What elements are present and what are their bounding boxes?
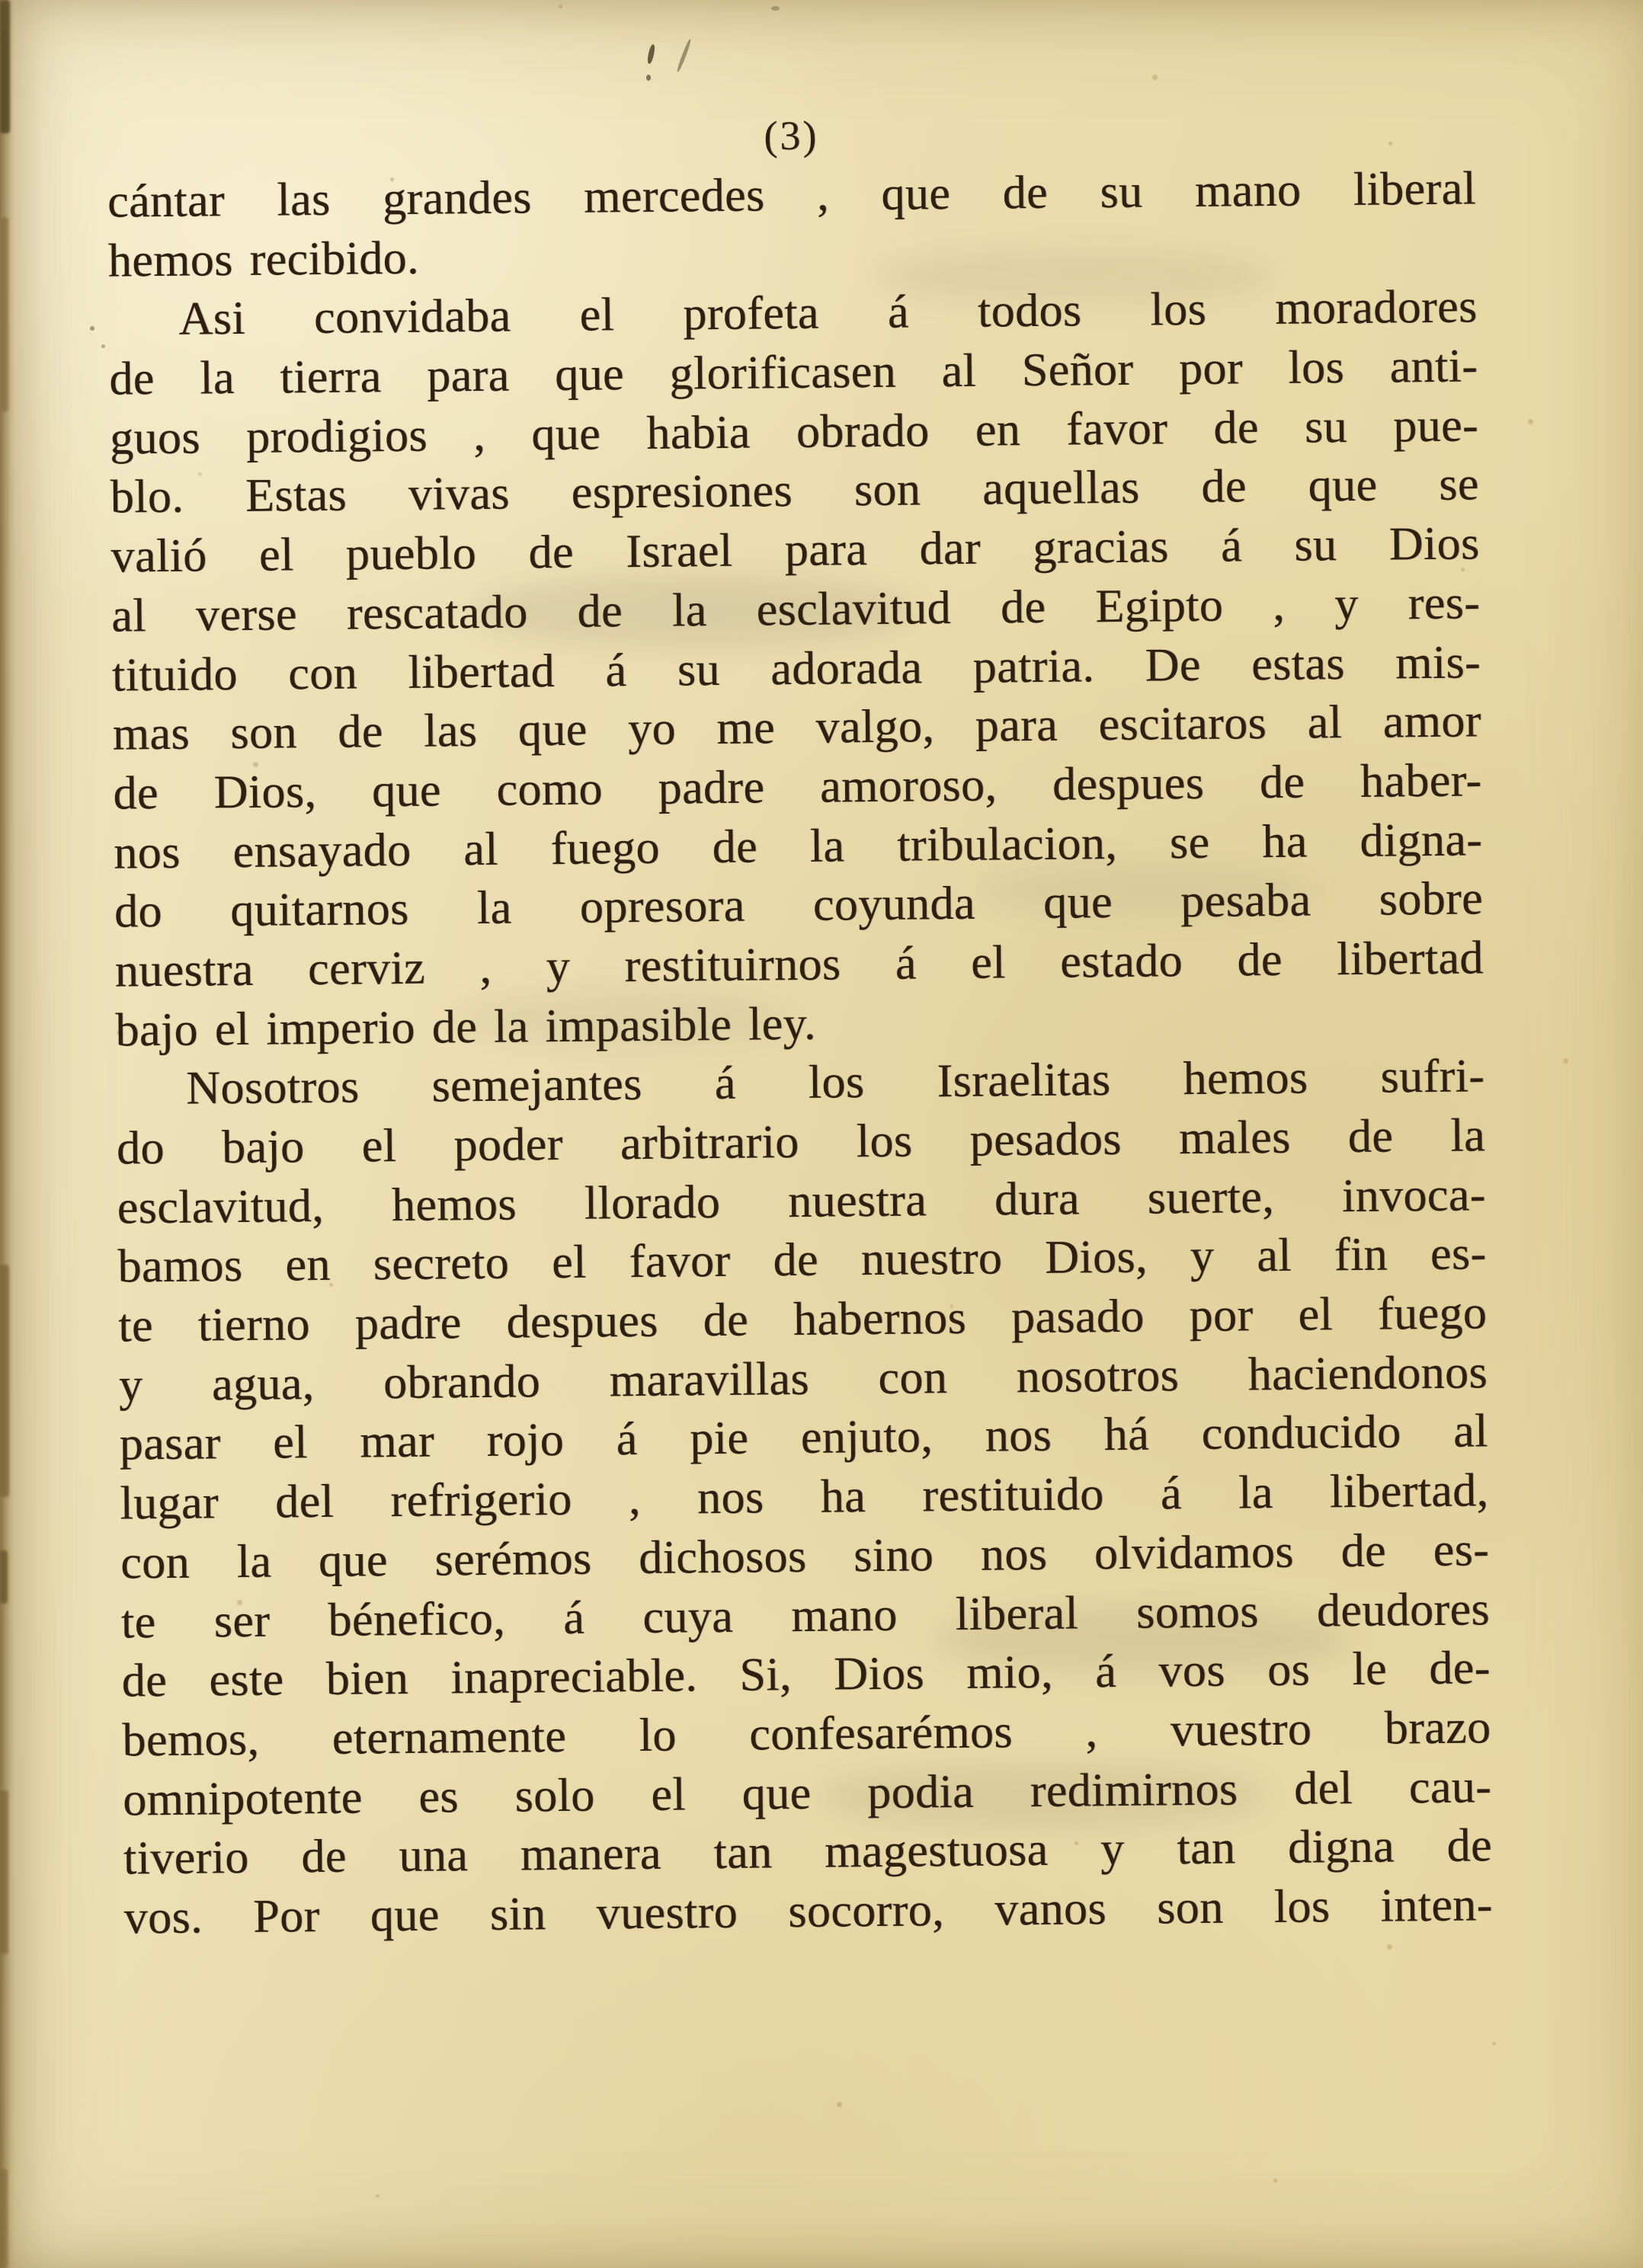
stray-ink-mark [101, 344, 105, 348]
text-line: y agua, obrando maravillas con nosotros haciendonos [118, 1346, 1488, 1412]
text-line: esclavitud, hemos llorado nuestra dura suerte, invoca- [117, 1169, 1487, 1234]
text-line: nos ensayado al fuego de la tribulacion, se ha digna- [114, 813, 1483, 879]
text-line: valió el pueblo de Israel para dar gracias á su Dios [110, 517, 1480, 583]
edge-mark [0, 2169, 8, 2268]
edge-mark [2, 217, 8, 411]
text-line: pasar el mar rojo á pie enjuto, nos há conducido al [119, 1405, 1489, 1470]
text-line: guos prodigios , que habia obrado en favor de su pue- [109, 399, 1479, 465]
text-line: te tierno padre despues de habernos pasado por el fuego [117, 1287, 1488, 1352]
text-line: de este bien inapreciable. Si, Dios mio, á vos os le de- [121, 1642, 1491, 1707]
text-line: de Dios, que como padre amoroso, despues de haber- [113, 754, 1482, 820]
text-line: do quitarnos la opresora coyunda que pesaba sobre [114, 872, 1484, 938]
edge-mark [0, 0, 10, 133]
stray-ink-mark [771, 6, 780, 11]
text-line: de la tierra para que glorificasen al Señor por los anti- [109, 340, 1478, 405]
text-line: vos. Por que sin vuestro socorro, vanos son los inten- [123, 1879, 1494, 1944]
text-line: con la que serémos dichosos sino nos olvidamos de es- [120, 1524, 1490, 1589]
text-content [107, 101, 1493, 1948]
edge-mark [0, 1265, 9, 1497]
stray-ink-mark [90, 326, 94, 331]
text-line: tiverio de una manera tan magestuosa y tan digna de [123, 1819, 1493, 1885]
text-line: bajo el imperio de la impasible ley. [115, 997, 817, 1057]
text-line: tituido con libertad á su adorada patria. De estas mis- [111, 635, 1481, 702]
text-line: al verse rescatado de la esclavitud de Egipto , y res- [111, 577, 1481, 642]
text-line: lugar del refrigerio , nos ha restituido á la libertad, [120, 1464, 1489, 1530]
text-line: bemos, eternamente lo confesarémos , vuestro brazo [122, 1701, 1491, 1767]
text-line: cántar las grandes mercedes , que de su mano liberal [107, 162, 1477, 228]
text-line: Asi convidaba el profeta á todos los moradores [178, 280, 1478, 346]
text-line: blo. Estas vivas espresiones son aquellas de que se [110, 458, 1480, 524]
text-line: Nosotros semejantes á los Israelitas hemos sufri- [185, 1050, 1485, 1115]
text-line: bamos en secreto el favor de nuestro Dios, y al fin es- [117, 1227, 1487, 1293]
text-line: do bajo el poder arbitrario los pesados males de la [116, 1109, 1486, 1175]
page-number: (3) [764, 112, 819, 159]
stray-ink-mark [646, 44, 655, 65]
text-line: hemos recibido. [107, 232, 420, 287]
edge-mark [0, 1790, 8, 1954]
text-line: te ser bénefico, á cuya mano liberal somos deudores [120, 1582, 1491, 1649]
edge-mark [0, 1550, 8, 1604]
text-line: mas son de las que yo me valgo, para escitaros al amor [112, 695, 1482, 760]
stray-ink-mark [676, 39, 692, 73]
text-line: nuestra cerviz , y restituirnos á el estado de libertad [114, 932, 1484, 997]
text-line: omnipotente es solo el que podia redimirnos del cau- [122, 1760, 1492, 1826]
stray-ink-mark [646, 75, 651, 81]
text-block [107, 159, 1493, 1948]
